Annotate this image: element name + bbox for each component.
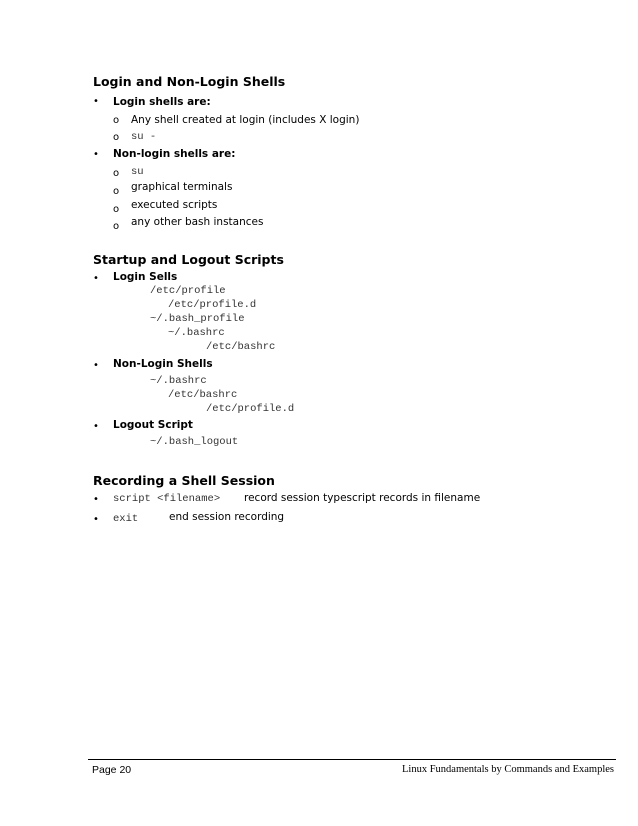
script-path: ~/.bashrc	[168, 327, 225, 339]
bullet-icon: •	[93, 421, 99, 432]
script-path: /etc/bashrc	[168, 389, 238, 401]
logout-script-label: Logout Script	[113, 419, 193, 431]
bullet-icon: •	[93, 149, 99, 160]
page-number: Page 20	[92, 764, 132, 776]
list-item: graphical terminals	[131, 181, 233, 193]
bullet-icon: •	[93, 273, 99, 284]
list-item: executed scripts	[131, 199, 218, 211]
script-path: ~/.bashrc	[150, 375, 207, 387]
bullet-icon: •	[93, 96, 99, 107]
list-item: su -	[131, 131, 157, 143]
script-path: /etc/profile	[150, 285, 226, 297]
sub-bullet-icon: o	[113, 168, 120, 179]
bullet-icon: •	[93, 360, 99, 371]
document-title: Linux Fundamentals by Commands and Examples	[401, 764, 614, 775]
non-login-shells-label: Non-login shells are:	[113, 148, 236, 160]
script-path: ~/.bash_logout	[150, 436, 239, 448]
section-heading-login-shells: Login and Non-Login Shells	[93, 74, 286, 89]
login-sells-label: Login Sells	[113, 271, 178, 283]
login-shells-label: Login shells are:	[113, 96, 211, 108]
bullet-icon: •	[93, 494, 99, 505]
script-path: /etc/bashrc	[206, 341, 276, 353]
sub-bullet-icon: o	[113, 132, 120, 143]
sub-bullet-icon: o	[113, 186, 120, 197]
script-path: ~/.bash_profile	[150, 313, 245, 325]
command-name: script <filename>	[113, 493, 221, 505]
footer-divider	[88, 759, 616, 760]
script-path: /etc/profile.d	[168, 299, 257, 311]
list-item: su	[131, 166, 144, 178]
list-item: any other bash instances	[131, 216, 264, 228]
sub-bullet-icon: o	[113, 115, 120, 126]
command-description: end session recording	[169, 511, 285, 523]
sub-bullet-icon: o	[113, 204, 120, 215]
command-description: record session typescript records in filename	[244, 492, 481, 504]
non-login-shells-scripts-label: Non-Login Shells	[113, 358, 213, 370]
bullet-icon: •	[93, 514, 99, 525]
script-path: /etc/profile.d	[206, 403, 295, 415]
list-item: Any shell created at login (includes X login)	[131, 114, 360, 126]
sub-bullet-icon: o	[113, 221, 120, 232]
section-heading-startup-scripts: Startup and Logout Scripts	[93, 252, 284, 267]
section-heading-recording: Recording a Shell Session	[93, 473, 275, 488]
command-name: exit	[113, 513, 139, 525]
